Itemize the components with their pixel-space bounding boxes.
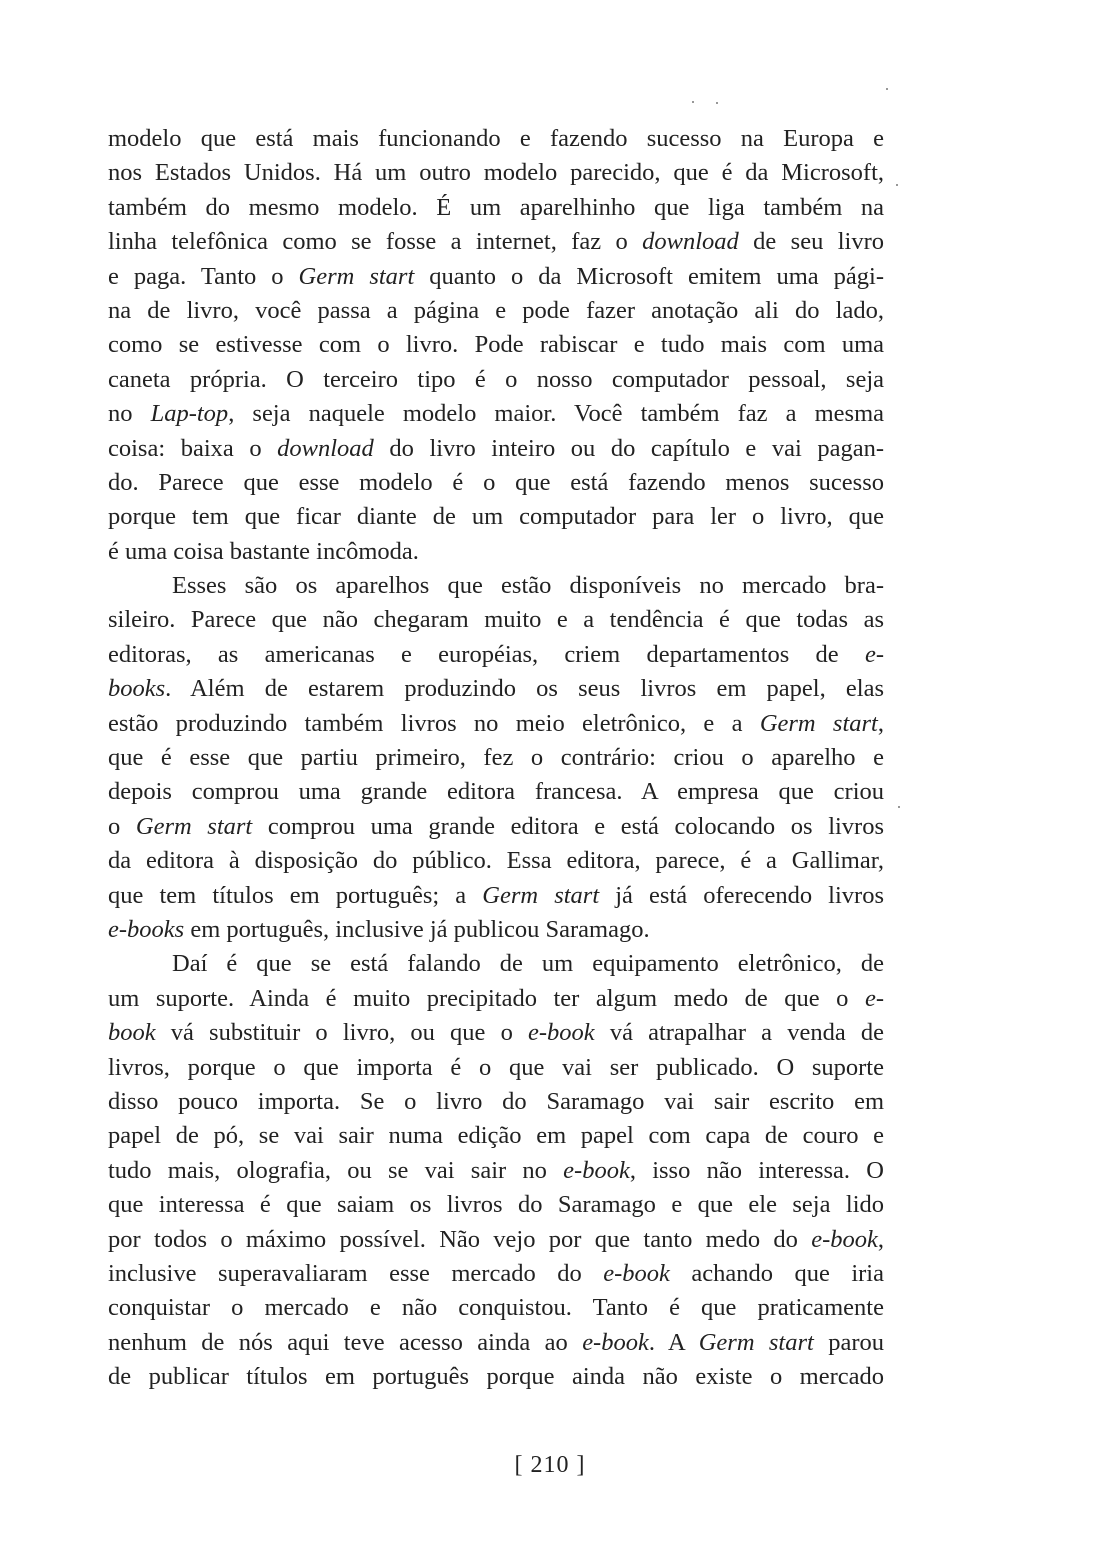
text-line: [108, 1360, 884, 1394]
italic-text: Lap-top: [150, 400, 229, 428]
italic-text: Germ start: [298, 262, 415, 290]
text-line: [108, 672, 884, 706]
scan-speck: [898, 806, 900, 808]
text-run: já está oferecendo livros: [599, 881, 884, 909]
italic-text: Germ start: [135, 812, 253, 840]
text-run: modelo que está mais funcionando e fazendo sucesso na Europa e: [108, 125, 884, 152]
text-run: depois comprou uma grande editora francesa. A empresa que criou: [108, 778, 884, 806]
text-run: livros, porque o que importa é o que vai ser publicado. O suporte: [108, 1053, 884, 1081]
text-run: Esses são os aparelhos que estão disponíveis no mercado bra-: [172, 572, 884, 600]
text-run: o: [108, 812, 136, 840]
text-line: [108, 432, 884, 466]
italic-text: e-book: [603, 1259, 670, 1287]
text-run: . Além de estarem produzindo os seus livros em papel, elas: [165, 675, 884, 703]
text-run: caneta própria. O terceiro tipo é o nosso computador pessoal, seja: [108, 365, 884, 393]
scan-speck: [716, 102, 718, 104]
italic-text: download: [277, 434, 374, 462]
text-run: disso pouco importa. Se o livro do Saramago vai sair escrito em: [108, 1087, 884, 1115]
text-run: linha telefônica como se fosse a internet, faz o: [108, 228, 643, 256]
text-line: [108, 741, 884, 775]
text-line: [108, 638, 884, 672]
text-line: [108, 603, 884, 637]
text-run: na de livro, você passa a página e pode fazer anotação ali do lado,: [108, 296, 884, 324]
text-run: papel de pó, se vai sair numa edição em papel com capa de couro e: [108, 1122, 884, 1150]
italic-text: e-book: [563, 1156, 630, 1184]
scan-speck: [692, 101, 694, 103]
text-run: quanto o da Microsoft emitem uma pági-: [414, 262, 884, 290]
text-run: como se estivesse com o livro. Pode rabiscar e tudo mais com uma: [108, 331, 884, 359]
text-line: [108, 1154, 884, 1188]
italic-text: Germ start: [759, 709, 878, 737]
text-line: [108, 500, 884, 534]
text-line: [108, 225, 884, 259]
text-run: de publicar títulos em português porque ainda não existe o mercado: [108, 1363, 884, 1391]
text-line: [108, 466, 884, 500]
text-run: tudo mais, olografia, ou se vai sair no: [108, 1156, 564, 1184]
text-line: [108, 397, 884, 431]
text-line: [108, 1257, 884, 1291]
text-run: vá atrapalhar a venda de: [594, 1019, 884, 1047]
text-run: é uma coisa bastante incômoda.: [108, 537, 419, 565]
text-run: também do mesmo modelo. É um aparelhinho que liga também na: [108, 193, 884, 221]
page-number: [ 210 ]: [514, 1452, 586, 1478]
italic-text: books: [108, 675, 166, 703]
text-line: [108, 363, 884, 397]
text-run: , seja naquele modelo maior. Você também faz a mesma: [228, 400, 884, 428]
text-run: . A: [648, 1328, 699, 1356]
text-line: [108, 535, 884, 569]
text-run: Daí é que se está falando de um equipamento eletrônico, de: [172, 950, 884, 978]
scan-speck: [896, 184, 898, 186]
text-run: em português, inclusive já publicou Saramago.: [184, 915, 650, 943]
text-run: do livro inteiro ou do capítulo e vai pagan-: [373, 434, 885, 462]
text-run: nos Estados Unidos. Há um outro modelo parecido, que é da Microsoft,: [108, 159, 884, 187]
text-run: estão produzindo também livros no meio eletrônico, e a: [108, 709, 760, 737]
text-run: um suporte. Ainda é muito precipitado ter algum medo de que o: [108, 984, 865, 1012]
paragraph: [108, 122, 884, 569]
text-line: [108, 1051, 884, 1085]
text-run: da editora à disposição do público. Essa editora, parece, é a Gallimar,: [108, 847, 884, 875]
paragraph: [108, 569, 884, 947]
italic-text: book: [108, 1019, 156, 1047]
italic-text: e-books: [108, 915, 185, 943]
text-line: [108, 1085, 884, 1119]
text-run: sileiro. Parece que não chegaram muito e a tendência é que todas as: [108, 606, 884, 634]
text-line: [108, 191, 884, 225]
text-line: [108, 328, 884, 362]
text-run: coisa: baixa o: [108, 434, 278, 462]
text-run: porque tem que ficar diante de um computador para ler o livro, que: [108, 503, 884, 531]
text-line: [108, 913, 884, 947]
text-run: no: [108, 400, 151, 428]
italic-text: e-book: [811, 1225, 878, 1253]
text-run: parou: [813, 1328, 884, 1356]
italic-text: download: [642, 228, 739, 256]
text-run: inclusive superavaliaram esse mercado do: [108, 1259, 604, 1287]
text-line: [108, 1119, 884, 1153]
text-line: [108, 775, 884, 809]
paragraph: [108, 947, 884, 1394]
italic-text: Germ start: [482, 881, 600, 909]
text-run: editoras, as americanas e européias, criem departamentos de: [108, 640, 865, 668]
text-run: e paga. Tanto o: [108, 262, 299, 290]
text-run: que é esse que partiu primeiro, fez o contrário: criou o aparelho e: [108, 744, 884, 772]
text-line: [108, 1223, 884, 1257]
text-line: [108, 260, 884, 294]
text-line: [108, 844, 884, 878]
text-run: que tem títulos em português; a: [108, 881, 483, 909]
text-line: [108, 707, 884, 741]
text-line: [108, 810, 884, 844]
text-line: [108, 879, 884, 913]
text-line: [108, 1188, 884, 1222]
text-run: vá substituir o livro, ou que o: [155, 1019, 528, 1047]
text-line: [108, 569, 884, 603]
text-run: comprou uma grande editora e está colocando os livros: [252, 812, 885, 840]
italic-text: e-: [864, 984, 884, 1012]
text-line: [108, 982, 884, 1016]
italic-text: e-book: [582, 1328, 649, 1356]
italic-text: Germ start: [698, 1328, 814, 1356]
text-run: por todos o máximo possível. Não vejo por que tanto medo do: [108, 1225, 812, 1253]
text-line: [108, 1326, 884, 1360]
text-run: do. Parece que esse modelo é o que está fazendo menos sucesso: [108, 468, 884, 496]
text-run: achando que iria: [669, 1259, 884, 1287]
text-run: nenhum de nós aqui teve acesso ainda ao: [108, 1328, 583, 1356]
text-line: [108, 1291, 884, 1325]
italic-text: e-: [864, 640, 884, 668]
text-line: [108, 156, 884, 190]
text-line: [108, 1016, 884, 1050]
text-run: , isso não interessa. O: [629, 1156, 884, 1184]
text-run: de seu livro: [738, 228, 884, 256]
scan-speck: [886, 88, 888, 90]
text-run: que interessa é que saiam os livros do Saramago e que ele seja lido: [108, 1191, 884, 1219]
text-run: ,: [877, 1225, 884, 1253]
text-line: [108, 122, 884, 156]
italic-text: e-book: [527, 1019, 595, 1047]
text-run: ,: [877, 709, 884, 737]
body-text: [108, 122, 884, 1394]
text-line: [108, 947, 884, 981]
text-run: conquistar o mercado e não conquistou. Tanto é que praticamente: [108, 1294, 884, 1322]
text-line: [108, 294, 884, 328]
